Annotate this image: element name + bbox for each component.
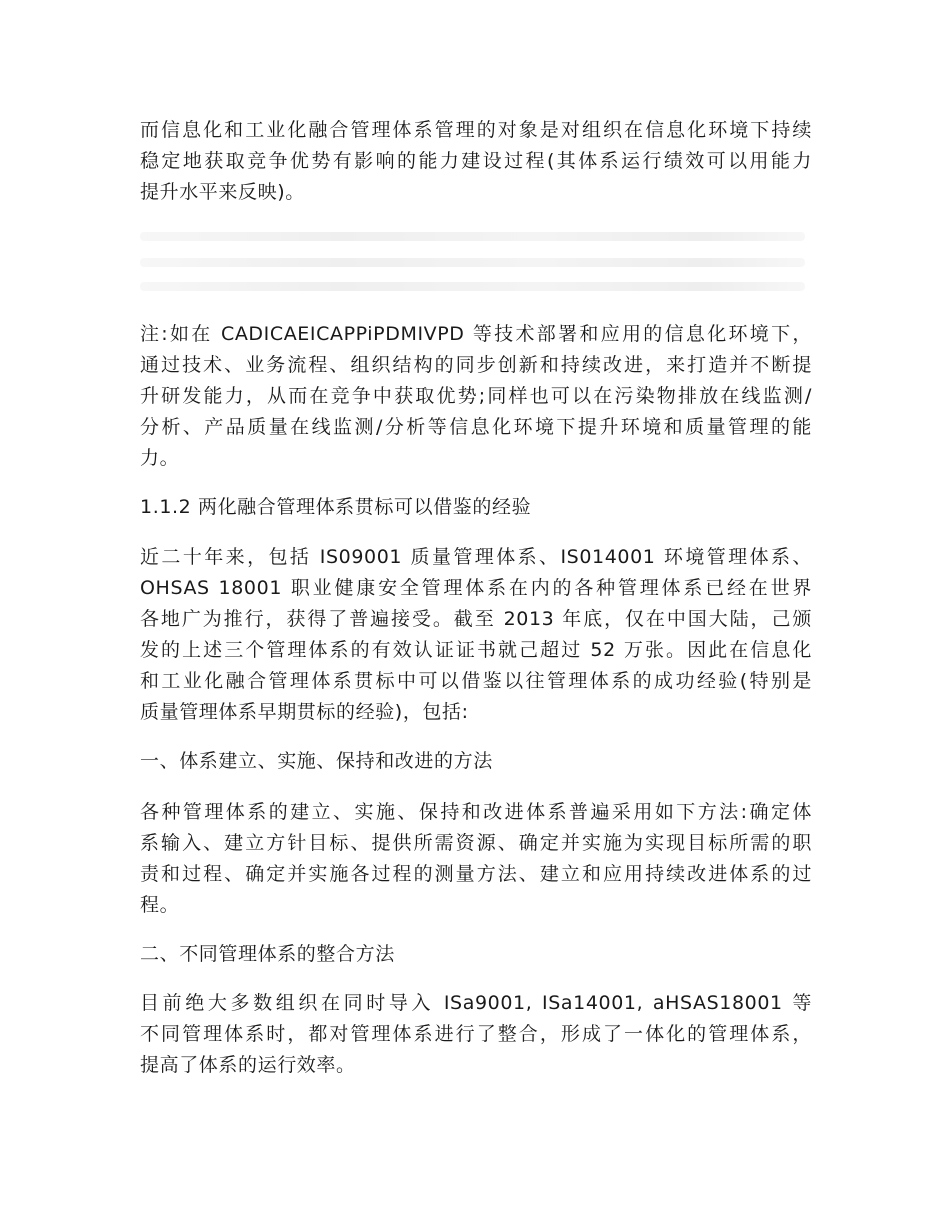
text-line: 程。 (140, 894, 180, 916)
text-line: 质量管理体系早期贯标的经验)，包括: (140, 701, 469, 723)
section-heading-two (140, 939, 812, 970)
heading-text: 1.1.2 两化融合管理体系贯标可以借鉴的经验 (140, 496, 532, 518)
paragraph-integration-method (140, 988, 812, 1081)
text-line: 责和过程、确定并实施各过程的测量方法、建立和应用持续改进体系的过 (140, 863, 812, 885)
paragraph-informatization-objects (140, 115, 812, 208)
text-line: 各种管理体系的建立、实施、保持和改进体系普遍采用如下方法:确定体 (140, 801, 812, 823)
text-line: OHSAS 18001 职业健康安全管理体系在内的各种管理体系已经在世界 (140, 577, 812, 599)
heading-text: 一、体系建立、实施、保持和改进的方法 (140, 750, 493, 772)
text-line: 分析、产品质量在线监测/分析等信息化环境下提升环境和质量管理的能 (140, 416, 812, 438)
section-heading-one (140, 746, 812, 777)
text-line: 和工业化融合管理体系贯标中可以借鉴以往管理体系的成功经验(特别是 (140, 670, 812, 692)
paragraph-past-twenty-years (140, 542, 812, 728)
text-line: 不同管理体系时，都对管理体系进行了整合，形成了一体化的管理体系， (140, 1023, 812, 1045)
text-line: 各地广为推行，获得了普遍接受。截至 2013 年底，仅在中国大陆，己颁 (140, 608, 812, 630)
text-line: 提高了体系的运行效率。 (140, 1054, 356, 1076)
text-line: 力。 (140, 447, 180, 469)
faded-text-band (140, 258, 805, 267)
text-line: 系输入、建立方针目标、提供所需资源、确定并实施为实现目标所需的职 (140, 832, 812, 854)
text-line: 注:如在 CADICAEICAPPiPDMIVPD 等技术部署和应用的信息化环境下， (140, 323, 812, 345)
text-line: 提升水平来反映)。 (140, 181, 305, 203)
text-line: 稳定地获取竞争优势有影响的能力建设过程(其体系运行绩效可以用能力 (140, 150, 812, 172)
text-line: 通过技术、业务流程、组织结构的同步创新和持续改进，来打造并不断提 (140, 354, 812, 376)
paragraph-system-methods (140, 797, 812, 921)
text-line: 近二十年来，包括 IS09001 质量管理体系、IS014001 环境管理体系、 (140, 546, 812, 568)
section-heading-1-1-2 (140, 492, 812, 523)
paragraph-note (140, 319, 812, 474)
text-line: 升研发能力，从而在竞争中获取优势;同样也可以在污染物排放在线监测/ (140, 385, 812, 407)
heading-text: 二、不同管理体系的整合方法 (140, 943, 395, 965)
text-line: 而信息化和工业化融合管理体系管理的对象是对组织在信息化环境下持续 (140, 119, 812, 141)
text-line: 发的上述三个管理体系的有效认证证书就己超过 52 万张。因此在信息化 (140, 639, 812, 661)
faded-text-band (140, 232, 805, 241)
text-line: 目前绝大多数组织在同时导入 ISa9001, ISa14001, aHSAS18001 等 (140, 992, 812, 1014)
faded-text-band (140, 282, 805, 291)
